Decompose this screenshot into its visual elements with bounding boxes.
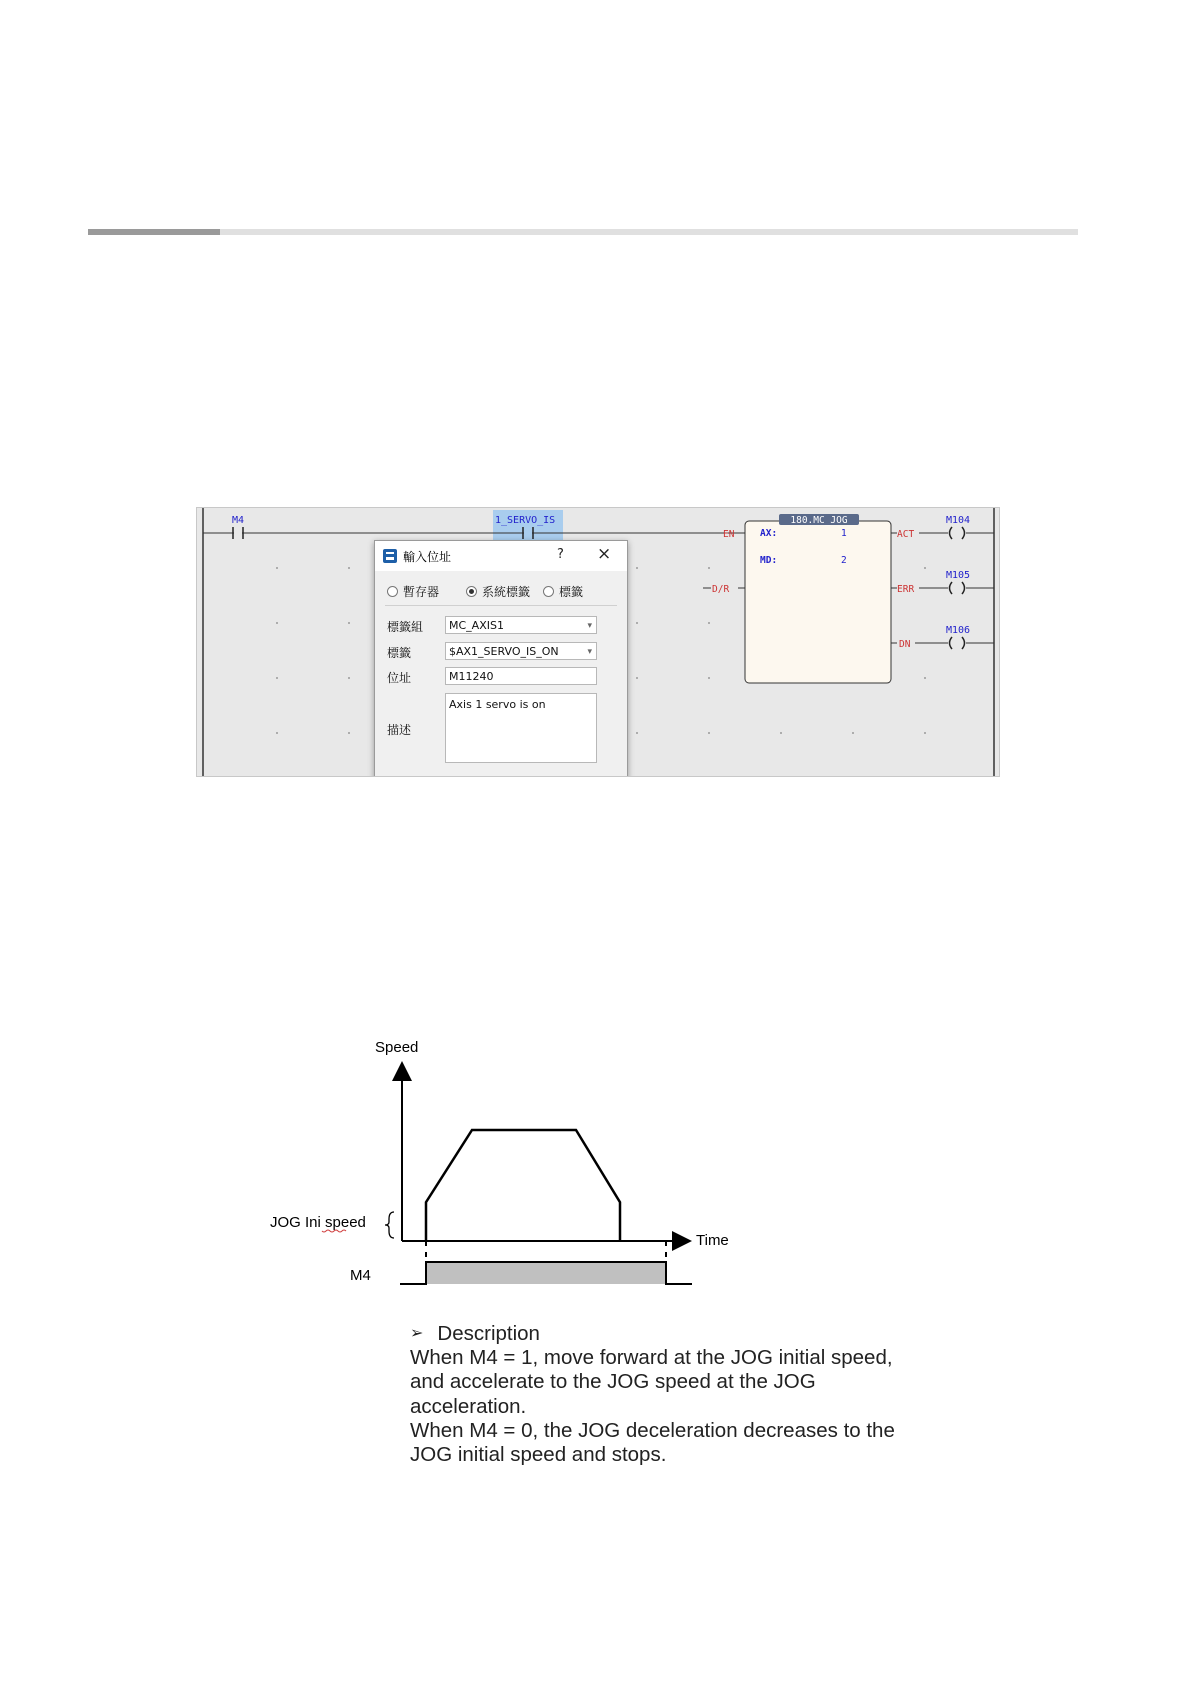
description-heading: Description xyxy=(437,1322,540,1345)
radio-register-dot[interactable] xyxy=(387,586,398,597)
help-button[interactable]: ? xyxy=(557,547,564,562)
m4-signal-on-region xyxy=(426,1262,666,1284)
group-select[interactable]: MC_AXIS1 ▾ xyxy=(445,616,597,634)
group-label: 標籤組 xyxy=(387,620,424,634)
close-button[interactable]: × xyxy=(597,544,612,564)
description-line: JOG initial speed and stops. xyxy=(410,1443,667,1467)
fb-param-ax-name: AX: xyxy=(760,528,778,539)
function-block-title: 180.MC_JOG xyxy=(790,515,848,526)
app-icon xyxy=(383,549,397,563)
coil-m106-label: M106 xyxy=(946,625,971,636)
jog-speed-chart xyxy=(250,1035,770,1295)
ladder-screenshot xyxy=(196,507,1000,777)
contact-servo-label: 1_SERVO_IS xyxy=(495,515,556,526)
fb-param-md-value: 2 xyxy=(841,555,847,566)
coil-m106[interactable] xyxy=(942,637,994,649)
radio-tag-label: 標籤 xyxy=(559,585,584,599)
tag-select[interactable]: $AX1_SERVO_IS_ON ▾ xyxy=(445,642,597,660)
dialog-title: 輸入位址 xyxy=(403,550,452,564)
tag-label: 標籤 xyxy=(387,646,412,660)
description-field[interactable]: Axis 1 servo is on xyxy=(445,693,597,763)
dialog-separator xyxy=(385,605,617,606)
description-line: When M4 = 0, the JOG deceleration decreases to the xyxy=(410,1418,895,1442)
description-line: and accelerate to the JOG speed at the JOG xyxy=(410,1370,816,1394)
speed-profile-line xyxy=(426,1130,620,1241)
description-line: acceleration. xyxy=(410,1394,527,1418)
dialog-titlebar[interactable] xyxy=(375,541,627,571)
function-block[interactable] xyxy=(745,521,891,683)
coil-m104-label: M104 xyxy=(946,515,971,526)
contact-m4[interactable] xyxy=(233,527,243,539)
radio-register[interactable] xyxy=(387,583,439,600)
fb-param-md-name: MD: xyxy=(760,555,778,566)
x-axis-label: Time xyxy=(696,1232,729,1249)
fb-input-dr: D/R xyxy=(712,584,730,595)
fb-input-en: EN xyxy=(723,529,735,540)
radio-system-tag-label: 系統標籤 xyxy=(482,585,531,599)
arrow-bullet-icon: ➢ xyxy=(410,1325,424,1342)
description-label: 描述 xyxy=(387,723,412,737)
y-axis-label: Speed xyxy=(375,1039,419,1056)
fb-output-act: ACT xyxy=(897,529,915,540)
fb-param-ax-value: 1 xyxy=(841,528,847,539)
input-address-dialog xyxy=(374,540,628,777)
coil-m105-label: M105 xyxy=(946,570,971,581)
contact-m4-label: M4 xyxy=(232,515,245,526)
header-rule-accent xyxy=(88,229,220,235)
radio-system-tag-dot[interactable] xyxy=(466,586,477,597)
fb-output-err: ERR xyxy=(897,584,915,595)
fb-output-dn: DN xyxy=(899,639,911,650)
radio-system-tag[interactable] xyxy=(466,583,530,600)
jog-ini-speed-annotation: JOG Ini speed xyxy=(270,1214,366,1231)
ini-speed-brace xyxy=(385,1212,394,1238)
radio-register-label: 暫存器 xyxy=(403,585,440,599)
address-field[interactable]: M11240 xyxy=(445,667,597,685)
address-label: 位址 xyxy=(387,671,412,685)
coil-m104[interactable] xyxy=(942,527,994,539)
radio-tag[interactable] xyxy=(543,583,583,600)
description-block xyxy=(410,1322,970,1467)
description-heading-row xyxy=(410,1322,970,1346)
header-rule xyxy=(88,229,1078,235)
coil-m105[interactable] xyxy=(942,582,994,594)
radio-tag-dot[interactable] xyxy=(543,586,554,597)
description-line: When M4 = 1, move forward at the JOG initial speed, xyxy=(410,1346,893,1370)
signal-label: M4 xyxy=(350,1267,371,1284)
